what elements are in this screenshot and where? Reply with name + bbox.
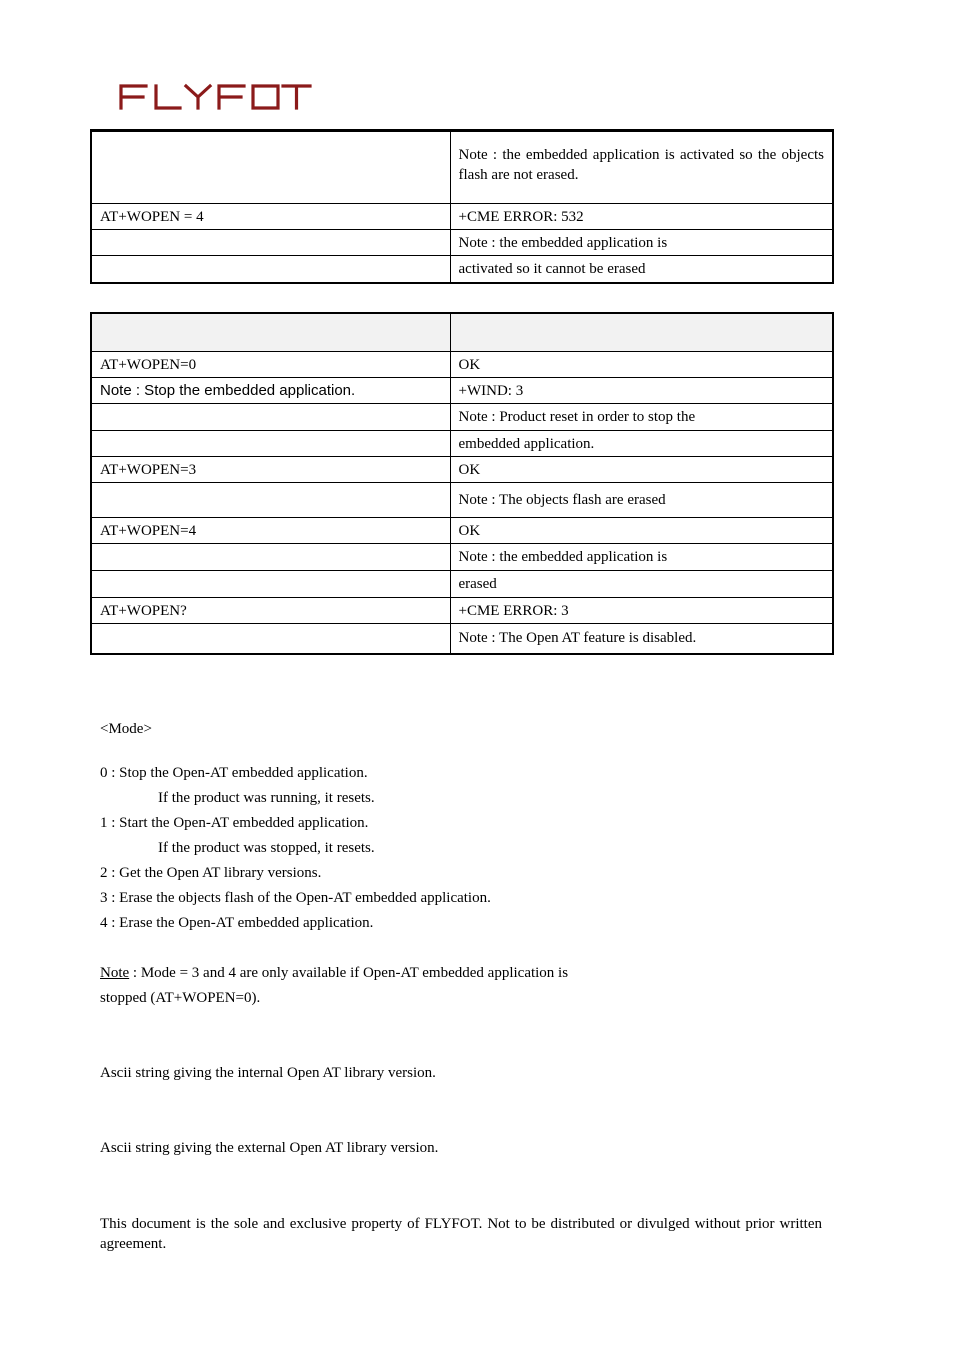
table-response-mode4-active [90, 129, 834, 284]
table-row [91, 131, 833, 204]
table-cell: AT+WOPEN = 4 [91, 204, 450, 230]
table-cell: +CME ERROR: 3 [450, 598, 833, 624]
table-cell: Note : the embedded application is activated so the objects flash are not erased. [450, 131, 833, 204]
table-cell [91, 404, 450, 431]
mode-list [100, 761, 491, 936]
table-cell: +WIND: 3 [450, 378, 833, 404]
table-cell: Note : The objects flash are erased [450, 483, 833, 518]
table-cell [91, 571, 450, 598]
table-cell: AT+WOPEN=4 [91, 518, 450, 544]
table-row [91, 518, 833, 544]
table-cell: Note : Product reset in order to stop the [450, 404, 833, 431]
table-cell: Note : the embedded application is [450, 230, 833, 256]
mode-note-line-2: stopped (AT+WOPEN=0). [100, 990, 261, 1006]
table-row [91, 457, 833, 483]
table-row [91, 431, 833, 457]
table-command-examples [90, 312, 834, 655]
mode-3-description: 3 : Erase the objects flash of the Open-AT embedded application. [100, 890, 491, 906]
mode-note [100, 961, 568, 1011]
table-cell: activated so it cannot be erased [450, 256, 833, 283]
table-row [91, 404, 833, 431]
table-row [91, 571, 833, 598]
table-cell [91, 544, 450, 571]
table-cell [91, 230, 450, 256]
internal-version-description: Ascii string giving the internal Open AT library version. [100, 1065, 436, 1081]
note-text: : Mode = 3 and 4 are only available if Open-AT embedded application is [129, 965, 569, 981]
mode-1-description: 1 : Start the Open-AT embedded application. [100, 815, 369, 831]
mode-parameter-label: <Mode> [100, 721, 152, 737]
table-cell [91, 256, 450, 283]
table-cell: AT+WOPEN=3 [91, 457, 450, 483]
table-row [91, 204, 833, 230]
table-cell: AT+WOPEN? [91, 598, 450, 624]
table-cell: embedded application. [450, 431, 833, 457]
mode-0-detail: If the product was running, it resets. [158, 790, 375, 806]
table-cell [91, 131, 450, 204]
table-row [91, 544, 833, 571]
mode-1-detail: If the product was stopped, it resets. [158, 840, 375, 856]
table-cell: Note : The Open AT feature is disabled. [450, 624, 833, 654]
table-cell: Note : the embedded application is [450, 544, 833, 571]
table-header-row [91, 313, 833, 352]
table-cell: OK [450, 518, 833, 544]
note-label: Note [100, 965, 130, 981]
table-row [91, 230, 833, 256]
mode-4-description: 4 : Erase the Open-AT embedded application. [100, 915, 374, 931]
mode-note-line-1 [100, 961, 568, 986]
external-version-description: Ascii string giving the external Open AT library version. [100, 1140, 439, 1156]
table-row [91, 598, 833, 624]
table-row [91, 378, 833, 404]
table-cell: OK [450, 352, 833, 378]
table-cell [91, 431, 450, 457]
table-cell: OK [450, 457, 833, 483]
table-header-cell [450, 313, 833, 352]
table-cell: Note : Stop the embedded application. [91, 378, 450, 404]
mode-0-description: 0 : Stop the Open-AT embedded application. [100, 765, 368, 781]
table-cell: erased [450, 571, 833, 598]
table-row [91, 256, 833, 283]
flyfot-logo [118, 82, 312, 112]
table-cell [91, 624, 450, 654]
mode-2-description: 2 : Get the Open AT library versions. [100, 865, 322, 881]
table-row [91, 624, 833, 654]
footer-copyright: This document is the sole and exclusive property of FLYFOT. Not to be distributed or divulged without prior written agreement. [100, 1216, 822, 1252]
table-cell [91, 483, 450, 518]
table-cell: AT+WOPEN=0 [91, 352, 450, 378]
table-row [91, 352, 833, 378]
table-header-cell [91, 313, 450, 352]
table-cell: +CME ERROR: 532 [450, 204, 833, 230]
table-row [91, 483, 833, 518]
